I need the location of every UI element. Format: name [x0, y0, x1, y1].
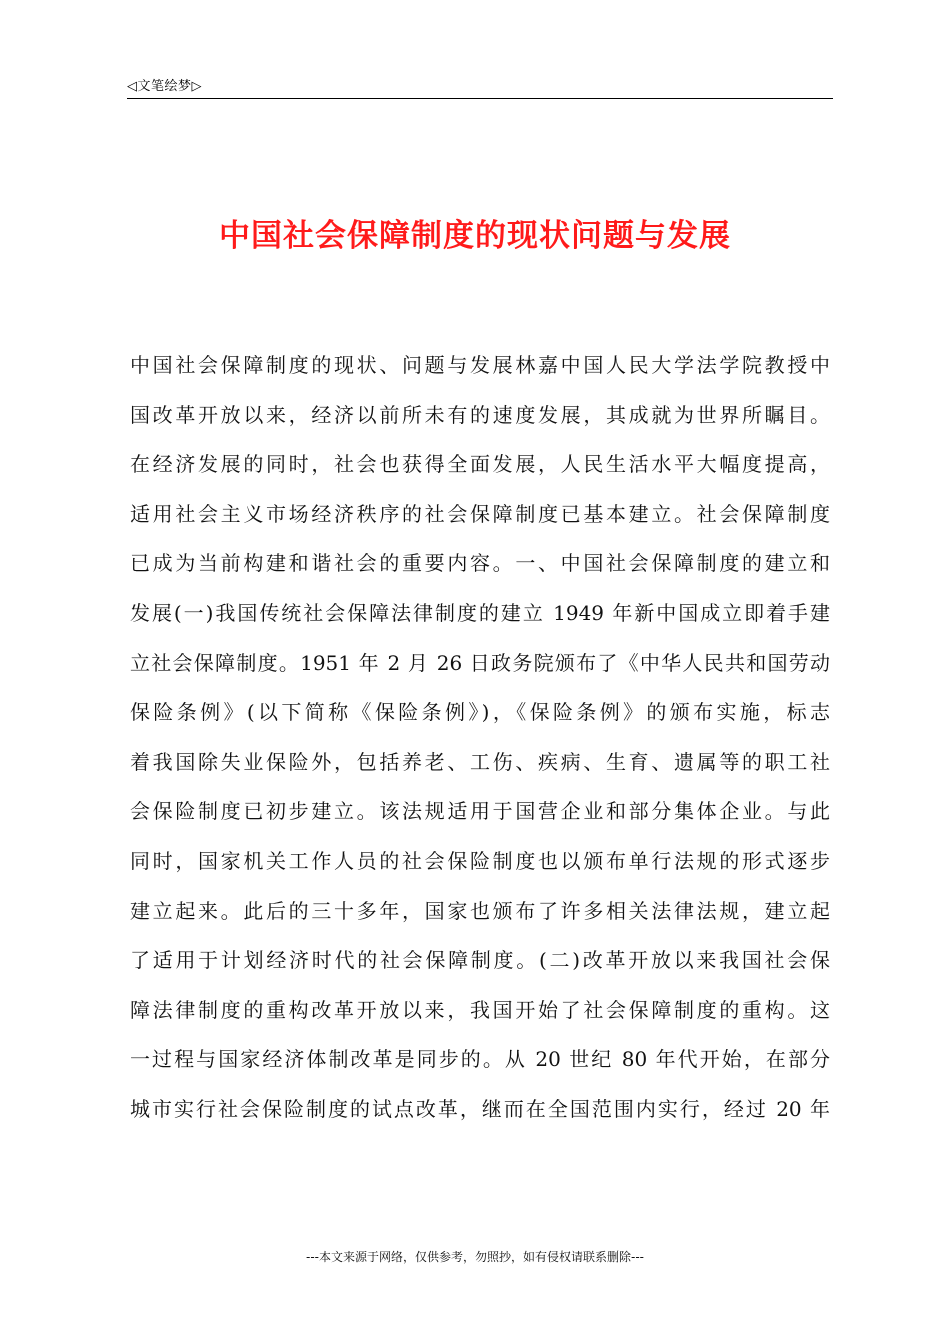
page-footer-disclaimer: ---本文来源于网络，仅供参考，勿照抄，如有侵权请联系删除--- [306, 1250, 644, 1264]
body-line: 发展(一)我国传统社会保障法律制度的建立 1949 年新中国成立即着手建 [130, 600, 830, 625]
document-title: 中国社会保障制度的现状问题与发展 [219, 218, 731, 254]
body-line: 建立起来。此后的三十多年，国家也颁布了许多相关法律法规，建立起 [130, 898, 830, 923]
body-line: 障法律制度的重构改革开放以来，我国开始了社会保障制度的重构。这 [130, 997, 830, 1022]
body-line: 立社会保障制度。1951 年 2 月 26 日政务院颁布了《中华人民共和国劳动 [130, 650, 830, 675]
body-line: 适用社会主义市场经济秩序的社会保障制度已基本建立。社会保障制度 [130, 501, 830, 526]
body-line: 同时，国家机关工作人员的社会保险制度也以颁布单行法规的形式逐步 [130, 848, 830, 873]
header-brand-text: ◁文笔绘梦▷ [127, 79, 202, 94]
body-line: 在经济发展的同时，社会也获得全面发展，人民生活水平大幅度提高， [130, 452, 830, 477]
body-line: 着我国除失业保险外，包括养老、工伤、疾病、生育、遗属等的职工社 [130, 749, 830, 774]
body-line: 保险条例》(以下简称《保险条例》)，《保险条例》的颁布实施，标志 [130, 700, 830, 725]
page-header [127, 72, 833, 99]
document-body [130, 348, 830, 1142]
body-line: 会保险制度已初步建立。该法规适用于国营企业和部分集体企业。与此 [130, 799, 830, 824]
body-line: 城市实行社会保险制度的试点改革，继而在全国范围内实行，经过 20 年 [130, 1096, 830, 1121]
body-line: 国改革开放以来，经济以前所未有的速度发展，其成就为世界所瞩目。 [130, 402, 830, 427]
body-line: 一过程与国家经济体制改革是同步的。从 20 世纪 80 年代开始，在部分 [130, 1047, 830, 1072]
body-line: 了适用于计划经济时代的社会保障制度。(二)改革开放以来我国社会保 [130, 948, 830, 973]
body-line: 中国社会保障制度的现状、问题与发展林嘉中国人民大学法学院教授中 [130, 353, 830, 377]
body-line: 已成为当前构建和谐社会的重要内容。一、中国社会保障制度的建立和 [130, 551, 830, 576]
